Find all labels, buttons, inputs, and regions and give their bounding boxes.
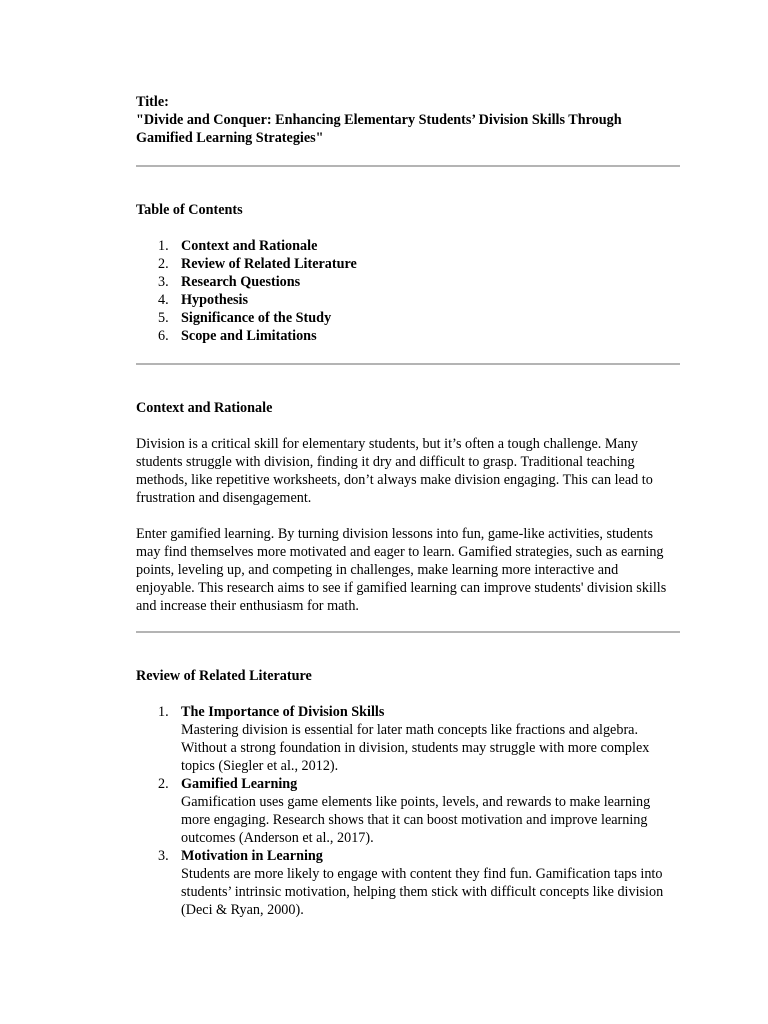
- review-item-number: 2.: [158, 776, 169, 792]
- divider: [136, 165, 680, 167]
- toc-item-label: Scope and Limitations: [181, 328, 317, 344]
- toc-item-label: Context and Rationale: [181, 238, 318, 254]
- context-paragraph: Division is a critical skill for elementary students, but it’s often a tough challenge. Many students struggle with division, finding it dry and difficult to grasp. Traditional teaching methods, like repetitive worksheets, don’t always make division engaging. This can lead to frustration and disengagement.: [136, 436, 653, 506]
- toc-item-number: 1.: [158, 238, 169, 254]
- review-item: [136, 847, 680, 919]
- toc-item-label: Research Questions: [181, 274, 301, 290]
- toc-item-number: 2.: [158, 256, 169, 272]
- toc-section: [136, 201, 680, 345]
- toc-item: [136, 255, 680, 273]
- review-list: [136, 703, 680, 919]
- context-paragraph: Enter gamified learning. By turning division lessons into fun, game-like activities, students may find themselves more motivated and eager to learn. Gamified strategies, such as earning points, leveling up, and competing in challenges, make learning more interactive and enjoyable. This research aims to see if gamified learning can improve students' division skills and increase their enthusiasm for math.: [136, 526, 667, 614]
- toc-item-label: Hypothesis: [181, 292, 249, 308]
- toc-item-number: 5.: [158, 310, 169, 326]
- divider: [136, 363, 680, 365]
- toc-item-label: Review of Related Literature: [181, 256, 357, 272]
- toc-item-number: 3.: [158, 274, 169, 290]
- toc-list: [136, 237, 680, 345]
- toc-item-number: 6.: [158, 328, 169, 344]
- review-section: [136, 667, 680, 919]
- context-heading: Context and Rationale: [136, 400, 273, 416]
- review-item: [136, 703, 680, 775]
- review-item-number: 1.: [158, 704, 169, 720]
- toc-item: [136, 309, 680, 327]
- title-block: [136, 93, 680, 147]
- review-item-description: Students are more likely to engage with content they find fun. Gamification taps into students’ intrinsic motivation, helping them stick with difficult concepts like division (Deci & Ryan, 2000).: [181, 866, 664, 918]
- toc-item-number: 4.: [158, 292, 169, 308]
- review-item-description: Gamification uses game elements like points, levels, and rewards to make learning more engaging. Research shows that it can boost motivation and improve learning outcomes (Anderson et al., 2017).: [181, 794, 651, 846]
- toc-heading: Table of Contents: [136, 202, 243, 218]
- toc-item: [136, 273, 680, 291]
- toc-item: [136, 237, 680, 255]
- review-item: [136, 775, 680, 847]
- context-section: [136, 399, 680, 615]
- review-heading: Review of Related Literature: [136, 668, 312, 684]
- toc-item: [136, 291, 680, 309]
- document-title: "Divide and Conquer: Enhancing Elementary Students’ Division Skills Through Gamified Learning Strategies": [136, 112, 622, 146]
- toc-item: [136, 327, 680, 345]
- toc-item-label: Significance of the Study: [181, 310, 332, 326]
- review-item-title: Gamified Learning: [181, 776, 298, 792]
- divider: [136, 631, 680, 633]
- review-item-number: 3.: [158, 848, 169, 864]
- review-item-description: Mastering division is essential for later math concepts like fractions and algebra. Without a strong foundation in division, students may struggle with more complex topics (Siegler et al., 2012).: [181, 722, 650, 774]
- review-item-title: Motivation in Learning: [181, 848, 323, 864]
- document-page: [136, 93, 680, 919]
- title-label: Title:: [136, 94, 169, 110]
- review-item-title: The Importance of Division Skills: [181, 704, 385, 720]
